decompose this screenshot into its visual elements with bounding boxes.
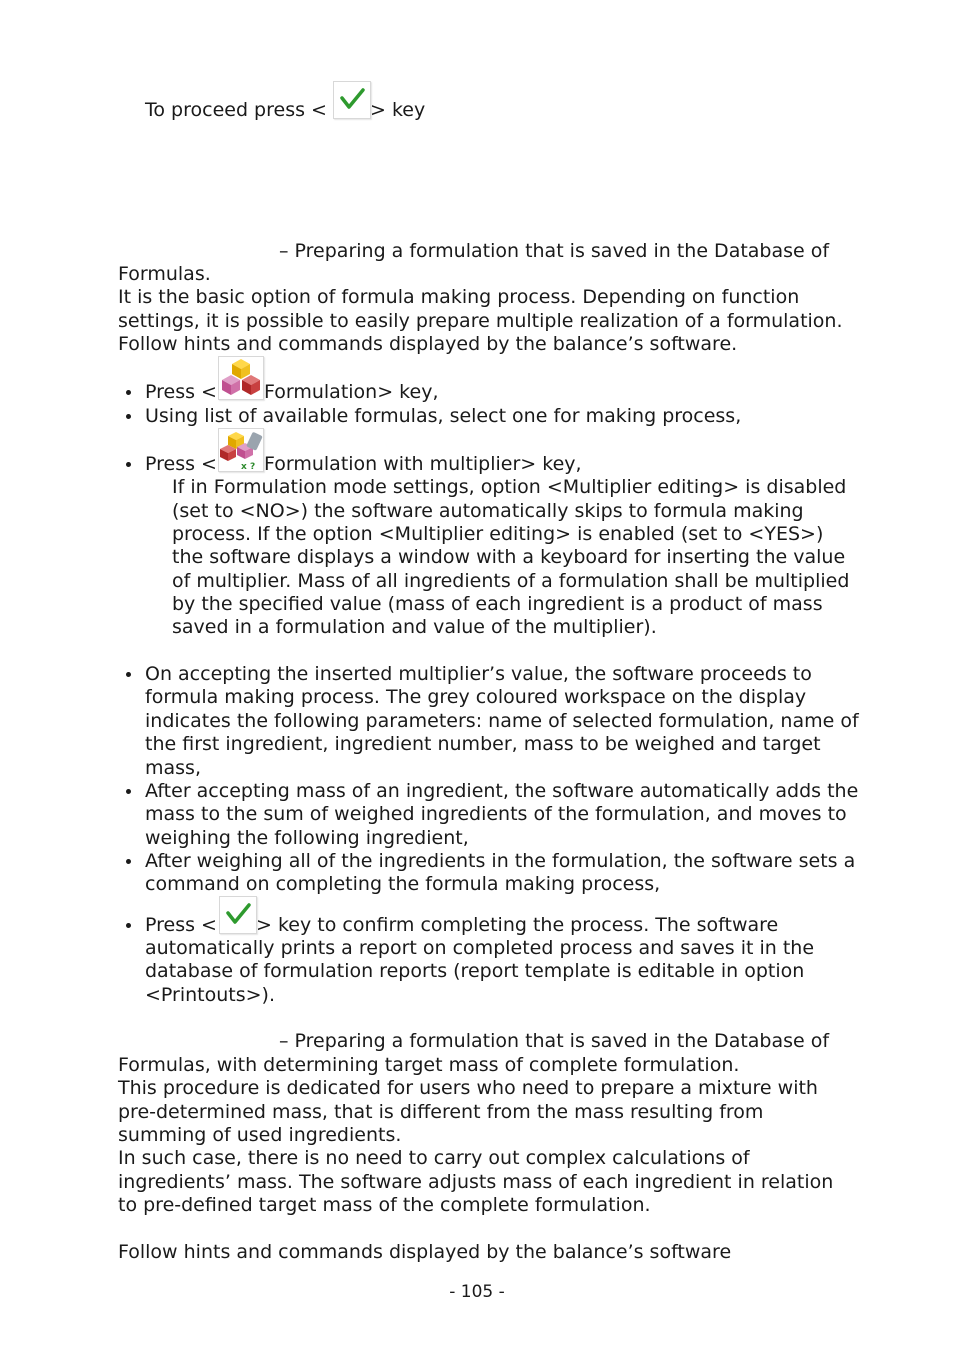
- section1-para-line: It is the basic option of formula making process. Depending on function: [118, 286, 800, 308]
- bullet7-text-after: > key to confirm completing the process. The software: [256, 914, 779, 936]
- section2-closing: Follow hints and commands displayed by the balance’s software: [118, 1241, 732, 1263]
- checkmark-key-icon: [219, 896, 257, 934]
- bullet4-line: formula making process. The grey coloured workspace on the display: [145, 686, 807, 708]
- bullet-marker: [126, 390, 134, 398]
- bullet3-detail-line: process. If the option <Multiplier editing> is enabled (set to <YES>): [172, 523, 824, 545]
- bullet5-line: After accepting mass of an ingredient, the software automatically adds the: [145, 780, 859, 802]
- bullet4-line: the first ingredient, ingredient number, mass to be weighed and target: [145, 733, 821, 755]
- bullet3-detail-line: saved in a formulation and value of the multiplier).: [172, 616, 657, 638]
- checkmark-key-icon: [333, 81, 371, 119]
- bullet-marker: [126, 859, 134, 867]
- proceed-text-after: > key: [370, 99, 426, 121]
- section2-para-line: summing of used ingredients.: [118, 1124, 402, 1146]
- section2-heading: – Preparing a formulation that is saved in the Database of: [279, 1030, 830, 1052]
- section2-para-line: This procedure is dedicated for users who need to prepare a mixture with: [118, 1077, 818, 1099]
- bullet-marker: [126, 789, 134, 797]
- svg-text:x ?: x ?: [241, 462, 256, 471]
- section2-heading-cont: Formulas, with determining target mass of complete formulation.: [118, 1054, 740, 1076]
- formulation-multiplier-icon: [218, 428, 264, 472]
- bullet3-detail-line: (set to <NO>) the software automatically skips to formula making: [172, 500, 804, 522]
- bullet-marker: [126, 414, 134, 422]
- bullet7-cont-line: automatically prints a report on completed process and saves it in the: [145, 937, 815, 959]
- formulation-cubes-icon: [218, 356, 264, 400]
- bullet7-text-before: Press <: [145, 914, 217, 936]
- section2-para-line: ingredients’ mass. The software adjusts mass of each ingredient in relation: [118, 1171, 834, 1193]
- bullet3-text-before: Press <: [145, 453, 217, 475]
- bullet4-line: On accepting the inserted multiplier’s value, the software proceeds to: [145, 663, 812, 685]
- section2-para-line: pre-determined mass, that is different from the mass resulting from: [118, 1101, 764, 1123]
- bullet5-line: mass to the sum of weighed ingredients of the formulation, and moves to: [145, 803, 847, 825]
- section1-para-line: settings, it is possible to easily prepare multiple realization of a formulation.: [118, 310, 843, 332]
- section1-heading-cont: Formulas.: [118, 263, 211, 285]
- section2-para-line: In such case, there is no need to carry out complex calculations of: [118, 1147, 750, 1169]
- bullet3-text-after: Formulation with multiplier> key,: [264, 453, 582, 475]
- bullet6-line: command on completing the formula making process,: [145, 873, 661, 895]
- bullet4-line: mass,: [145, 757, 201, 779]
- section2-para-line: to pre-defined target mass of the complete formulation.: [118, 1194, 651, 1216]
- proceed-text-before: To proceed press <: [145, 99, 327, 121]
- bullet3-detail-line: If in Formulation mode settings, option <Multiplier editing> is disabled: [172, 476, 847, 498]
- bullet1-text-after: Formulation> key,: [264, 381, 439, 403]
- bullet6-line: After weighing all of the ingredients in the formulation, the software sets a: [145, 850, 856, 872]
- bullet7-cont-line: database of formulation reports (report template is editable in option: [145, 960, 805, 982]
- bullet-marker: [126, 923, 134, 931]
- bullet2-text: Using list of available formulas, select one for making process,: [145, 405, 742, 427]
- bullet4-line: indicates the following parameters: name of selected formulation, name of: [145, 710, 859, 732]
- bullet5-line: weighing the following ingredient,: [145, 827, 469, 849]
- bullet-marker: [126, 462, 134, 470]
- section1-heading: – Preparing a formulation that is saved in the Database of: [279, 240, 830, 262]
- bullet7-cont-line: <Printouts>).: [145, 984, 276, 1006]
- bullet-marker: [126, 672, 134, 680]
- page-number: - 105 -: [449, 1282, 505, 1302]
- bullet3-detail-line: by the specified value (mass of each ingredient is a product of mass: [172, 593, 823, 615]
- section1-para-line: Follow hints and commands displayed by the balance’s software.: [118, 333, 738, 355]
- bullet1-text-before: Press <: [145, 381, 217, 403]
- bullet3-detail-line: of multiplier. Mass of all ingredients of a formulation shall be multiplied: [172, 570, 850, 592]
- bullet3-detail-line: the software displays a window with a keyboard for inserting the value: [172, 546, 846, 568]
